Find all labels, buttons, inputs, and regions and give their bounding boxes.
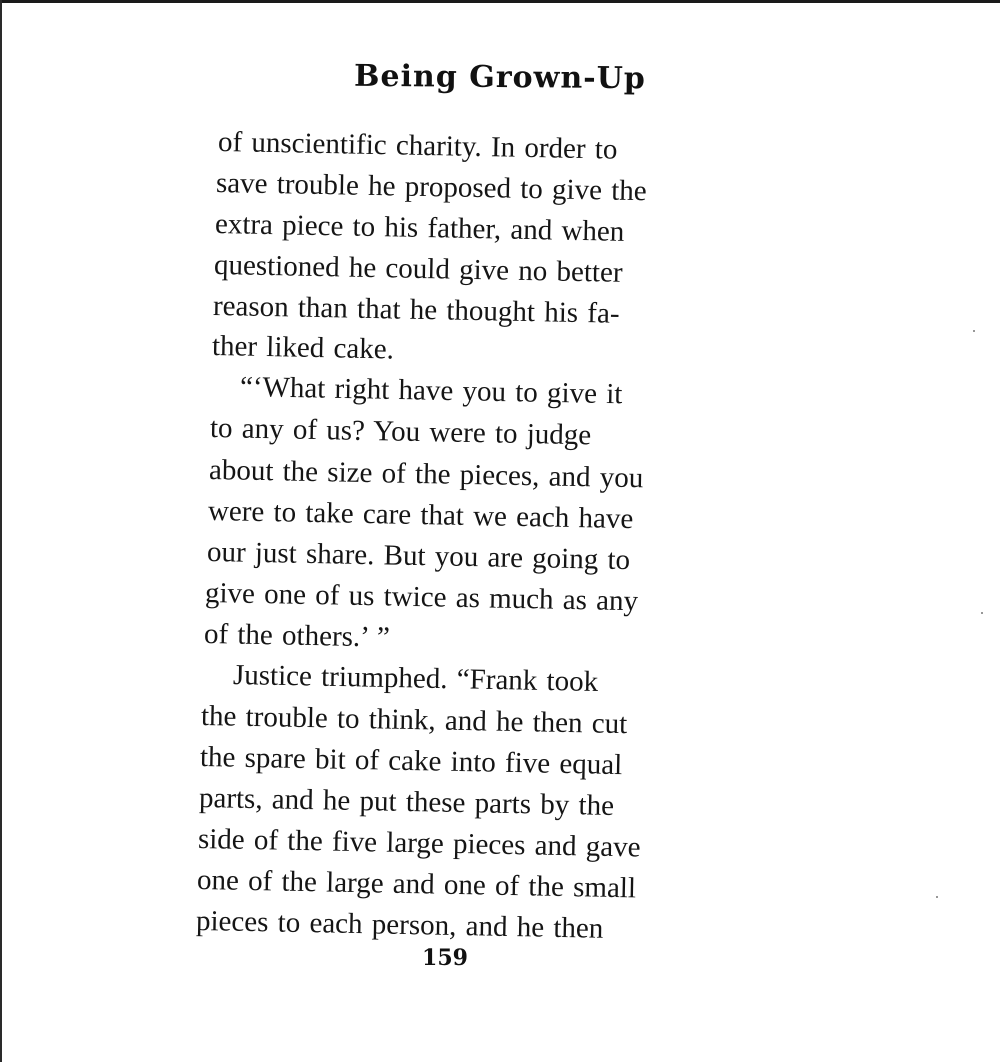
text-line: extra piece to his father, and when — [214, 208, 625, 248]
running-head: Being Grown-Up — [353, 58, 647, 97]
page-number: 159 — [422, 945, 468, 971]
text-line: about the size of the pieces, and you — [208, 454, 644, 495]
text-line: the spare bit of cake into five equal — [199, 741, 623, 782]
text-line: the trouble to think, and he then cut — [200, 700, 628, 741]
text-line: of the others.’ ” — [203, 618, 391, 654]
text-line: questioned he could give no better — [213, 249, 623, 289]
text-line: parts, and he put these parts by the — [198, 782, 615, 822]
text-line: to any of us? You were to judge — [209, 412, 592, 452]
scan-speck — [981, 612, 983, 614]
text-line: pieces to each person, and he then — [195, 905, 604, 945]
text-line: save trouble he proposed to give the — [215, 167, 648, 208]
scan-speck — [936, 896, 938, 898]
text-line: of unscientific charity. In order to — [217, 126, 618, 166]
text-line: our just share. But you are going to — [206, 536, 631, 577]
text-line: reason than that he thought his fa- — [212, 290, 620, 330]
text-line: one of the large and one of the small — [196, 864, 637, 905]
text-line: “‘What right have you to give it — [239, 371, 623, 411]
text-line: side of the five large pieces and gave — [197, 823, 641, 864]
text-line: ther liked cake. — [211, 330, 395, 366]
text-line: were to take care that we each have — [207, 495, 634, 536]
text-line: Justice triumphed. “Frank took — [232, 659, 599, 699]
text-line: give one of us twice as much as any — [204, 577, 639, 618]
scan-speck — [973, 330, 975, 332]
